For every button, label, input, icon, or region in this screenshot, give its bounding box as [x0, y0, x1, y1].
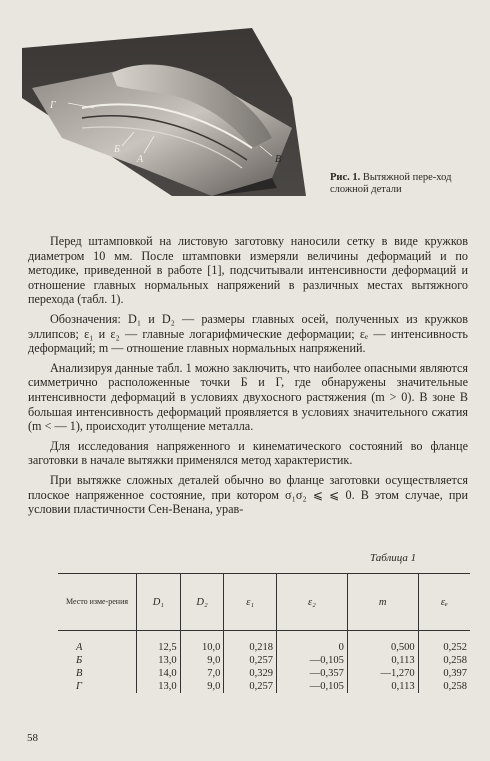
table-header-m: m	[347, 574, 418, 631]
table-header-d1: D₁	[137, 574, 181, 631]
table-cell: В	[76, 668, 83, 679]
table-row	[58, 631, 470, 655]
table-cell: 0	[277, 631, 348, 655]
figure-caption-text: Вытяжной пере-ход сложной детали	[330, 172, 452, 195]
table-cell: —0,105	[277, 654, 348, 667]
table-cell: Г	[76, 681, 82, 692]
table-cell: 7,0	[180, 667, 224, 680]
paragraph: При вытяжке сложных деталей обычно во фланце заготовки осуществляется плоское напряженное состояние, при котором σ₁σ₂ ⩽ ⩽ 0. В этом случае, при условии пластичности Сен-Венана, урав-	[28, 472, 468, 517]
table-cell: 0,252	[418, 631, 470, 655]
table-header-row	[58, 574, 470, 631]
data-table	[58, 573, 470, 693]
table-cell: 0,329	[224, 667, 277, 680]
table-cell: 0,258	[418, 680, 470, 693]
table-cell: 0,397	[418, 667, 470, 680]
table-cell: 0,113	[347, 680, 418, 693]
figure-label-b: Б	[114, 144, 120, 155]
body-text	[28, 234, 468, 522]
figure-label-a: А	[137, 154, 144, 165]
paragraph: Перед штамповкой на листовую заготовку наносили сетку в виде кружков диаметром 10 мм. После штамповки измеряли величины деформаций и по методике, приведенной в работе [1], подсчитывали интенсивности деформаций и отношение главных нормальных напряжений в различных местах вытяжного перехода (табл. 1).	[28, 234, 468, 307]
table-header-ee: εₑ	[418, 574, 470, 631]
table-cell: 12,5	[137, 631, 181, 655]
table-header-d2: D₂	[180, 574, 224, 631]
table-header-e1: ε₁	[224, 574, 277, 631]
table-row	[58, 667, 470, 680]
table-row	[58, 680, 470, 693]
table-header-place: Место изме-рения	[65, 597, 129, 606]
page-number: 58	[27, 732, 38, 744]
table-cell: 0,257	[224, 680, 277, 693]
figure-caption-number: Рис. 1.	[330, 172, 361, 183]
table-cell: —0,105	[277, 680, 348, 693]
paragraph: Анализируя данные табл. 1 можно заключить, что наиболее опасными являются симметрично расположенные точки Б и Г, где обнаружены значительные интенсивности деформаций в условиях двухосного растяжения (m > 0). В зоне В большая интенсивность деформаций проявляется в условиях значительного сжатия (m < — 1), происходит утолщение металла.	[28, 360, 468, 434]
table-cell: —1,270	[347, 667, 418, 680]
table-cell: А	[76, 642, 83, 653]
table-cell: 13,0	[137, 654, 181, 667]
figure-label-g: Г	[50, 100, 56, 111]
table-cell: 0,113	[347, 654, 418, 667]
table-cell: 14,0	[137, 667, 181, 680]
table-cell: 0,258	[418, 654, 470, 667]
table-cell: 9,0	[180, 680, 224, 693]
table-cell: 0,257	[224, 654, 277, 667]
table-caption: Таблица 1	[370, 552, 417, 564]
table-cell: —0,357	[277, 667, 348, 680]
figure-label-v: В	[275, 154, 282, 165]
table-row	[58, 654, 470, 667]
table-cell: 0,500	[347, 631, 418, 655]
paragraph: Для исследования напряженного и кинематического состояний во фланце заготовки в начале вытяжки применялся метод характеристик.	[28, 438, 468, 468]
table-cell: 9,0	[180, 654, 224, 667]
table-header-e2: ε₂	[277, 574, 348, 631]
table-cell: 13,0	[137, 680, 181, 693]
table-cell: 10,0	[180, 631, 224, 655]
figure-caption	[330, 172, 480, 196]
paragraph: Обозначения: D₁ и D₂ — размеры главных осей, полученных из кружков эллипсов; ε₁ и ε₂ — главные логарифмические деформации; εₑ — интенсивность деформаций; m — отношение главных нормальных напряжений.	[28, 311, 468, 356]
table-cell: 0,218	[224, 631, 277, 655]
part-photo	[22, 28, 306, 196]
table-cell: Б	[76, 655, 83, 666]
